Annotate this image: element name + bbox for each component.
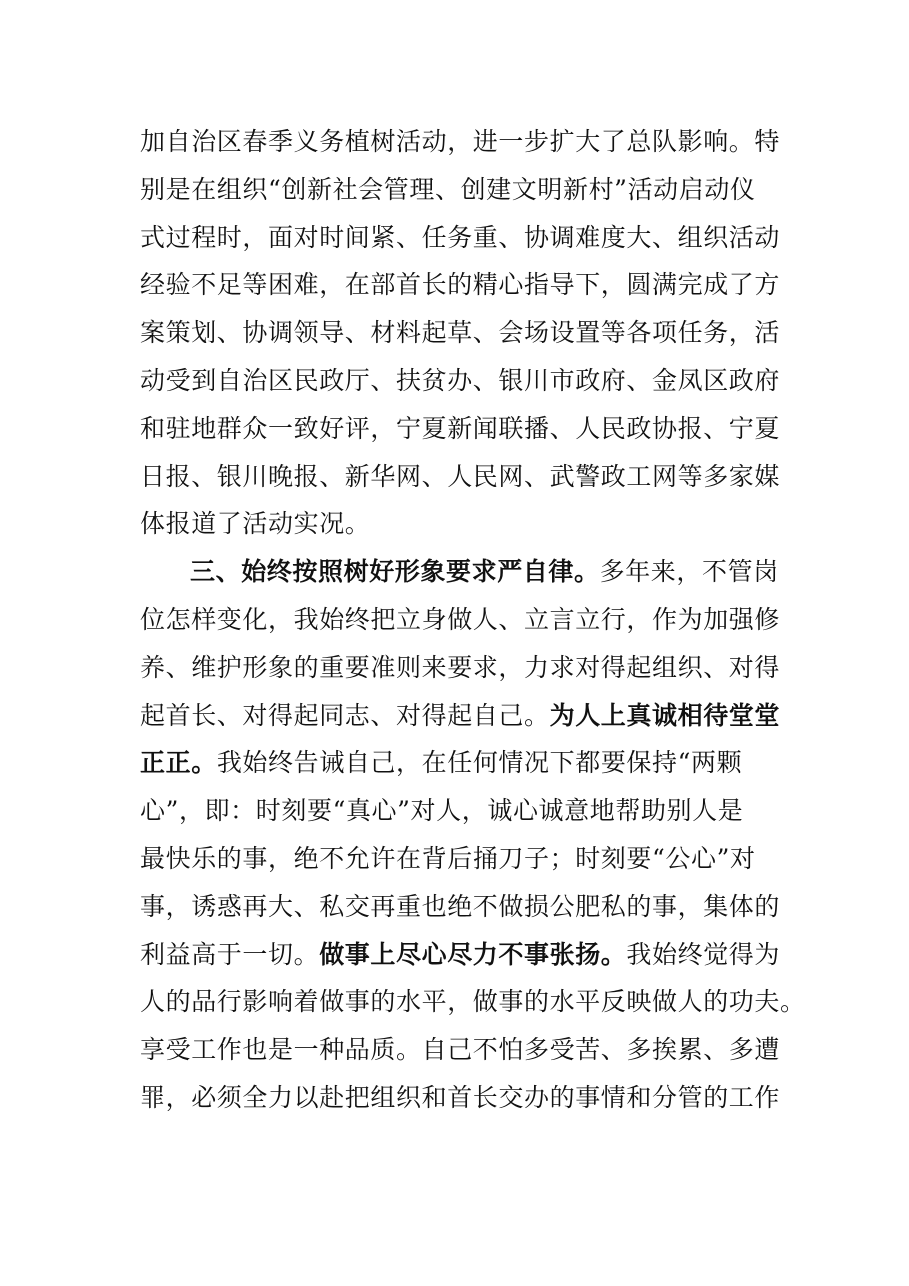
text-line xyxy=(140,692,780,740)
body-text-run: 案策划、协调领导、材料起草、会场设置等各项任务，活 xyxy=(140,318,781,348)
body-text-run: 别是在组织“创新社会管理、创建文明新村”活动启动仪 xyxy=(140,174,756,204)
body-text-run: 日报、银川晚报、新华网、人民网、武警政工网等多家媒 xyxy=(140,461,781,491)
body-text-run: 动受到自治区民政厅、扶贫办、银川市政府、金凤区政府 xyxy=(140,365,781,395)
bold-heading-text: 三、始终按照树好形象要求严自律。 xyxy=(190,557,600,587)
body-text-run: 多年来，不管岗 xyxy=(599,557,779,587)
text-line xyxy=(140,214,780,262)
body-text-run: 式过程时，面对时间紧、任务重、协调难度大、组织活动 xyxy=(140,222,781,252)
text-line xyxy=(140,357,780,405)
body-text-run: 经验不足等困难，在部首长的精心指导下，圆满完成了方 xyxy=(140,270,781,300)
text-line xyxy=(140,453,780,501)
bold-heading-text: 正正。 xyxy=(140,748,217,778)
text-line xyxy=(140,309,780,357)
text-line xyxy=(140,548,780,596)
body-text-run: 享受工作也是一种品质。自己不怕多受苦、多挨累、多遭 xyxy=(140,1035,781,1065)
body-text-run: 和驻地群众一致好评，宁夏新闻联播、人民政协报、宁夏 xyxy=(140,413,781,443)
text-line xyxy=(140,931,780,979)
text-line xyxy=(140,118,780,166)
body-text-run: 我始终觉得为 xyxy=(626,939,781,969)
body-text-run: 加自治区春季义务植树活动，进一步扩大了总队影响。特 xyxy=(140,127,781,156)
body-text-run: 罪，必须全力以赴把组织和首长交办的事情和分管的工作 xyxy=(140,1082,781,1112)
text-line xyxy=(140,261,780,309)
body-text-run: 位怎样变化，我始终把立身做人、立言立行，作为加强修 xyxy=(140,604,781,634)
text-line xyxy=(140,883,780,931)
body-text-run: 人的品行影响着做事的水平，做事的水平反映做人的功夫。 xyxy=(140,987,806,1017)
text-line xyxy=(140,739,780,787)
body-text-run: 我始终告诫自己，在任何情况下都要保持“两颗 xyxy=(216,748,743,778)
text-line xyxy=(140,644,780,692)
bold-heading-text: 为人上真诚相待堂堂 xyxy=(549,700,781,730)
body-text xyxy=(140,118,806,1122)
text-line xyxy=(140,787,780,835)
text-line xyxy=(140,1074,780,1122)
body-text-run: 利益高于一切。 xyxy=(140,939,320,969)
body-text-run: 体报道了活动实况。 xyxy=(140,509,371,539)
text-line xyxy=(140,166,780,214)
text-line xyxy=(140,1026,780,1074)
text-line xyxy=(140,405,780,453)
body-text-run: 养、维护形象的重要准则来要求，力求对得起组织、对得 xyxy=(140,652,781,682)
text-line xyxy=(140,596,780,644)
text-line xyxy=(140,500,780,548)
text-line xyxy=(140,835,780,883)
body-text-run: 心”，即：时刻要“真心”对人，诚心诚意地帮助别人是 xyxy=(140,796,744,826)
bold-heading-text: 做事上尽心尽力不事张扬。 xyxy=(319,939,627,969)
body-text-run: 最快乐的事，绝不允许在背后捅刀子；时刻要“公心”对 xyxy=(140,843,756,873)
text-line xyxy=(140,978,806,1026)
body-text-run: 事，诱惑再大、私交再重也绝不做损公肥私的事，集体的 xyxy=(140,891,781,921)
body-text-run: 起首长、对得起同志、对得起自己。 xyxy=(140,700,550,730)
